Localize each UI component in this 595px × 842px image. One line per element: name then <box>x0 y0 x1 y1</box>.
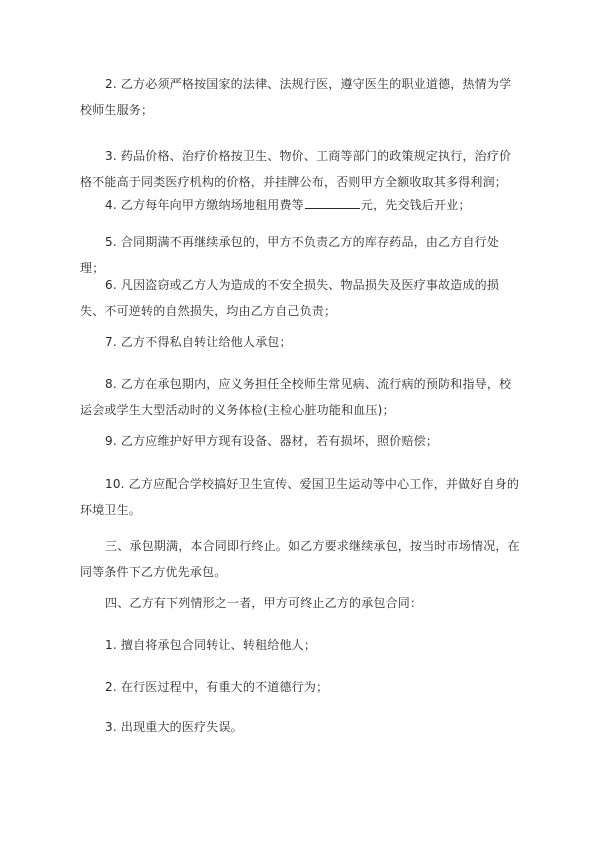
termination-item-2: 2. 在行医过程中，有重大的不道德行为； <box>105 680 329 694</box>
fee-blank <box>305 197 360 209</box>
section-4-heading: 四、乙方有下列情形之一者，甲方可终止乙方的承包合同： <box>105 596 423 610</box>
clause-4-suffix: 元，先交钱后开业； <box>360 198 471 212</box>
clause-3: 3. 药品价格、治疗价格按卫生、物价、工商等部门的政策规定执行，治疗价格不能高于同类医疗机构的价格，并挂牌公布，否则甲方全额收取其多得利润； <box>80 149 512 189</box>
clause-4-text: 4. 乙方每年向甲方缴纳场地租用费等 <box>105 198 304 212</box>
clause-7: 7. 乙方不得私自转让给他人承包； <box>105 335 292 349</box>
clause-8: 8. 乙方在承包期内，应义务担任全校师生常见病、流行病的预防和指导，校运会或学生大型活动时的义务体检(主检心脏功能和血压)； <box>80 377 512 417</box>
clause-6: 6. 凡因盗窃或乙方人为造成的不安全损失、物品损失及医疗事故造成的损失、不可逆转的自然损失，均由乙方自己负责； <box>80 278 500 318</box>
clause-4 <box>80 192 520 218</box>
termination-item-1: 1. 擅自将承包合同转让、转租给他人； <box>105 638 317 652</box>
clause-5: 5. 合同期满不再继续承包的，甲方不负责乙方的库存药品，由乙方自行处理； <box>80 235 500 275</box>
section-3: 三、承包期满，本合同即行终止。如乙方要求继续承包，按当时市场情况，在同等条件下乙方优先承包。 <box>80 539 520 579</box>
clause-10: 10. 乙方应配合学校搞好卫生宣传、爱国卫生运动等中心工作，并做好自身的环境卫生。 <box>80 477 520 517</box>
clause-9: 9. 乙方应维护好甲方现有设备、器材，若有损坏，照价赔偿； <box>105 434 439 448</box>
clause-2: 2. 乙方必须严格按国家的法律、法规行医，遵守医生的职业道德，热情为学校师生服务； <box>80 77 512 117</box>
termination-item-3: 3. 出现重大的医疗失误。 <box>105 720 243 734</box>
